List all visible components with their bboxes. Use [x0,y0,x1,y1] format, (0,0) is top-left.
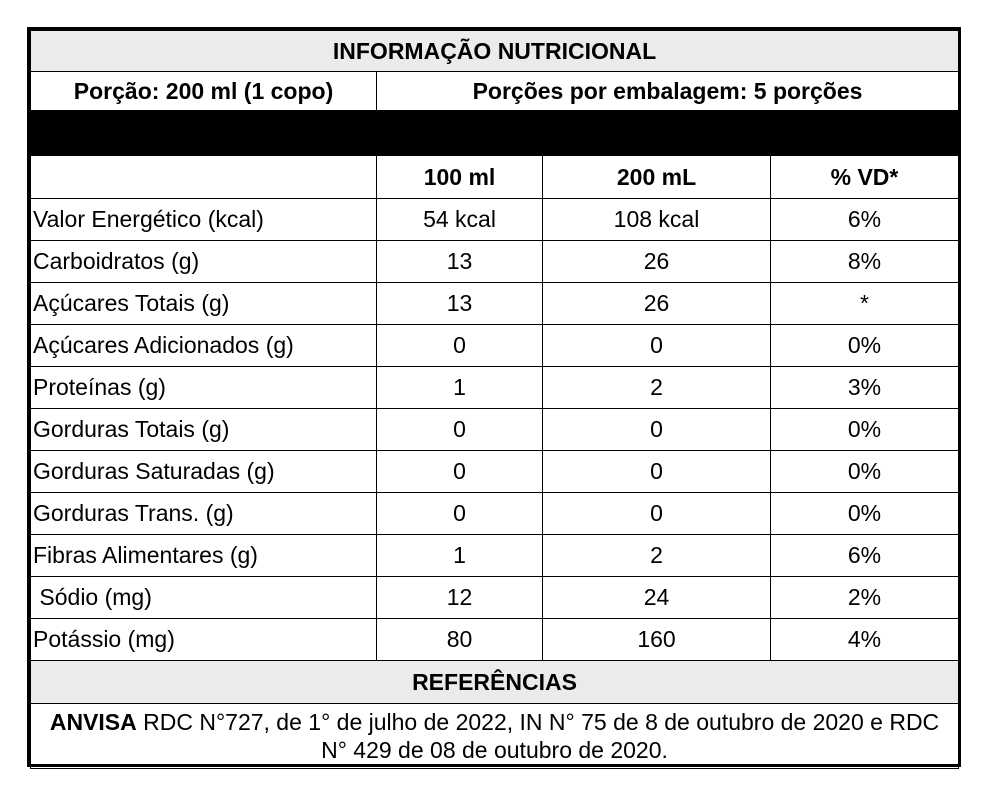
value-100ml: 13 [377,241,543,283]
table-row [31,535,959,577]
references-title: REFERÊNCIAS [31,661,959,704]
value-100ml: 1 [377,367,543,409]
column-header-100ml: 100 ml [377,156,543,199]
table-row [31,409,959,451]
nutrient-name: Proteínas (g) [31,367,377,409]
value-vd: 3% [771,367,959,409]
value-vd: 4% [771,619,959,661]
references-title-row [31,661,959,704]
references-agency: ANVISA [49,709,137,735]
references-text: RDC N°727, de 1° de julho de 2022, IN N° 75 de 8 de outubro de 2020 e RDC N° 429 de 08 de outubro de 2020. [136,709,940,763]
nutrient-name: Sódio (mg) [31,577,377,619]
value-100ml: 12 [377,577,543,619]
value-200ml: 0 [543,451,771,493]
value-200ml: 0 [543,409,771,451]
table-row [31,283,959,325]
value-100ml: 0 [377,493,543,535]
servings-per-package: Porções por embalagem: 5 porções [377,72,959,111]
table-row [31,367,959,409]
value-vd: 2% [771,577,959,619]
nutrient-name: Gorduras Trans. (g) [31,493,377,535]
value-200ml: 24 [543,577,771,619]
nutrient-name: Carboidratos (g) [31,241,377,283]
value-200ml: 26 [543,241,771,283]
nutrition-facts-label [27,27,961,767]
nutrient-name: Açúcares Adicionados (g) [31,325,377,367]
value-100ml: 80 [377,619,543,661]
value-100ml: 0 [377,409,543,451]
value-vd: 0% [771,451,959,493]
table-row [31,493,959,535]
table-row [31,619,959,661]
nutrient-name: Gorduras Saturadas (g) [31,451,377,493]
value-200ml: 26 [543,283,771,325]
value-100ml: 0 [377,325,543,367]
separator-band [31,111,959,156]
table-row [31,325,959,367]
nutrition-table [30,30,959,769]
references-text-row [31,704,959,769]
value-vd: 0% [771,493,959,535]
value-vd: 0% [771,325,959,367]
value-200ml: 2 [543,535,771,577]
value-100ml: 54 kcal [377,199,543,241]
serving-row [31,72,959,111]
value-vd: * [771,283,959,325]
black-band [31,111,959,156]
value-vd: 0% [771,409,959,451]
nutrient-name: Açúcares Totais (g) [31,283,377,325]
nutrient-name: Valor Energético (kcal) [31,199,377,241]
nutrient-name: Fibras Alimentares (g) [31,535,377,577]
value-vd: 8% [771,241,959,283]
table-row [31,241,959,283]
column-header-vd: % VD* [771,156,959,199]
value-100ml: 13 [377,283,543,325]
nutrient-name: Potássio (mg) [31,619,377,661]
column-header-nutrient [31,156,377,199]
column-header-row [31,156,959,199]
value-100ml: 1 [377,535,543,577]
value-vd: 6% [771,199,959,241]
value-200ml: 0 [543,493,771,535]
table-row [31,199,959,241]
value-200ml: 108 kcal [543,199,771,241]
serving-size: Porção: 200 ml (1 copo) [31,72,377,111]
value-200ml: 0 [543,325,771,367]
value-vd: 6% [771,535,959,577]
title-row [31,31,959,72]
value-200ml: 160 [543,619,771,661]
column-header-200ml: 200 mL [543,156,771,199]
table-row [31,451,959,493]
nutrient-name: Gorduras Totais (g) [31,409,377,451]
table-title: INFORMAÇÃO NUTRICIONAL [31,31,959,72]
references-text-cell [31,704,959,769]
table-row [31,577,959,619]
value-100ml: 0 [377,451,543,493]
value-200ml: 2 [543,367,771,409]
